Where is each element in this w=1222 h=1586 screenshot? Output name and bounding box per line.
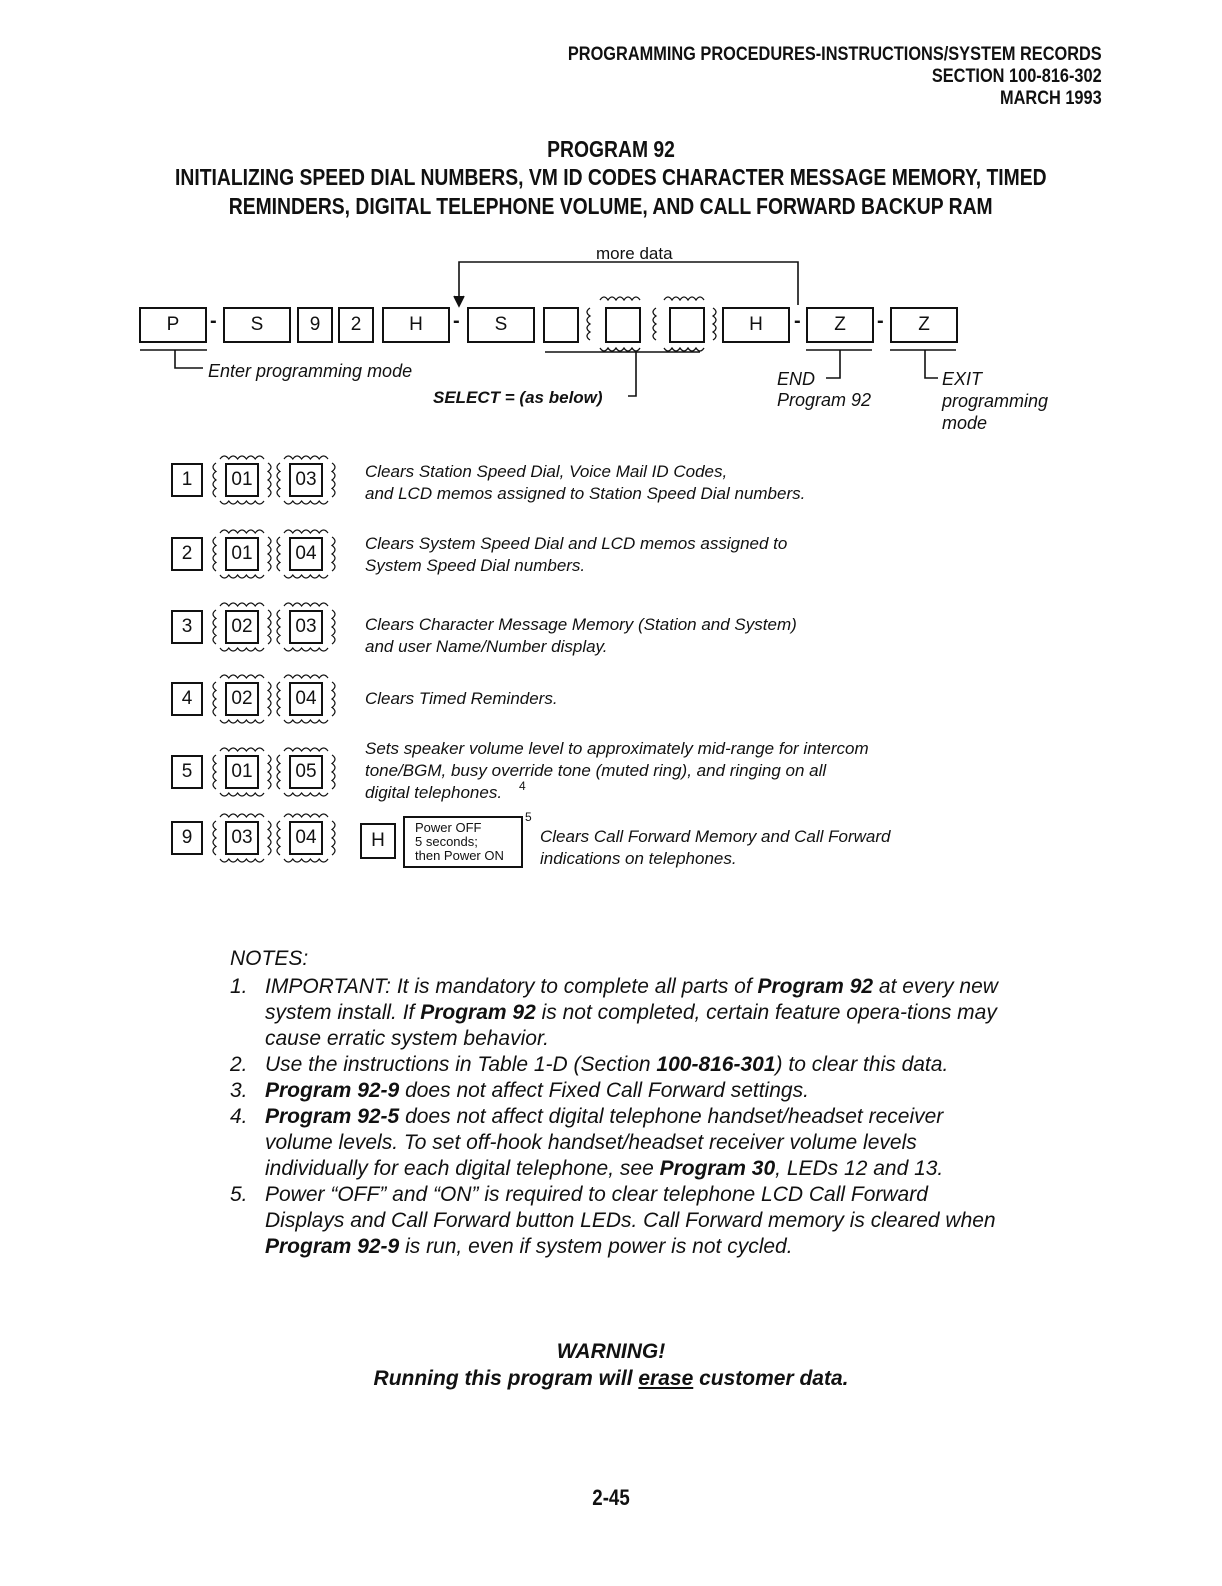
header-section: SECTION 100-816-302 bbox=[932, 66, 1102, 87]
program-subtitle-1: INITIALIZING SPEED DIAL NUMBERS, VM ID CODES CHARACTER MESSAGE MEMORY, TIMED bbox=[175, 164, 1047, 190]
end-program-label: Program 92 bbox=[777, 390, 872, 410]
notes-heading: NOTES: bbox=[230, 947, 309, 970]
row-5-description: tone/BGM, busy override tone (muted ring), and ringing on all bbox=[365, 761, 827, 780]
enter-programming-label: Enter programming mode bbox=[208, 361, 413, 381]
data-value-b: 05 bbox=[289, 755, 323, 789]
key-h: H bbox=[382, 307, 450, 343]
dash: - bbox=[794, 310, 801, 332]
data-box-2 bbox=[669, 307, 705, 343]
dash: - bbox=[453, 310, 460, 332]
row-3-description: Clears Character Message Memory (Station and System) bbox=[365, 615, 797, 634]
exit-label-3: mode bbox=[942, 413, 988, 433]
warning-title: WARNING! bbox=[556, 1340, 666, 1363]
data-value-a: 01 bbox=[225, 463, 259, 497]
key-z-end: Z bbox=[806, 307, 874, 343]
select-label: SELECT = (as below) bbox=[433, 388, 603, 407]
select-number-key: 2 bbox=[171, 537, 203, 571]
data-value-a: 02 bbox=[225, 610, 259, 644]
select-box bbox=[543, 307, 579, 343]
note-5: 5. Power “OFF” and “ON” is required to clear telephone LCD Call Forward Displays and Call Forward button LEDs. Call Forward memory is cleared when Program 92-9 is run, even if system power is not cycled. bbox=[230, 1183, 996, 1258]
select-number-key: 4 bbox=[171, 682, 203, 716]
key-h-row9: H bbox=[360, 823, 396, 859]
select-number-key: 5 bbox=[171, 755, 203, 789]
row9-desc-2: indications on telephones. bbox=[540, 849, 737, 868]
power-seconds-text: 5 seconds; bbox=[415, 834, 478, 849]
exit-label-2: programming bbox=[942, 391, 1049, 411]
data-value-b: 04 bbox=[289, 821, 323, 855]
end-label: END bbox=[777, 369, 816, 389]
data-value-b: 04 bbox=[289, 682, 323, 716]
data-value-a: 01 bbox=[225, 537, 259, 571]
row-2-description: Clears System Speed Dial and LCD memos assigned to bbox=[365, 534, 788, 553]
notes bbox=[230, 946, 1010, 1260]
key-9: 9 bbox=[297, 307, 333, 343]
row-4-description: Clears Timed Reminders. bbox=[365, 689, 558, 708]
key-s-select: S bbox=[467, 307, 535, 343]
footnote-ref-4: 4 bbox=[519, 779, 526, 793]
program-title: PROGRAM 92 bbox=[547, 136, 675, 162]
header-line-1: PROGRAMMING PROCEDURES-INSTRUCTIONS/SYSTEM RECORDS bbox=[568, 44, 1102, 65]
dash: - bbox=[210, 310, 217, 332]
row-1-description: and LCD memos assigned to Station Speed Dial numbers. bbox=[365, 484, 806, 503]
data-value-a: 01 bbox=[225, 755, 259, 789]
page-number: 2-45 bbox=[592, 1485, 630, 1510]
program-subtitle-2: REMINDERS, DIGITAL TELEPHONE VOLUME, AND CALL FORWARD BACKUP RAM bbox=[229, 193, 993, 219]
erase-word: erase bbox=[638, 1367, 694, 1390]
footnote-ref-5: 5 bbox=[525, 810, 532, 824]
dash: - bbox=[877, 310, 884, 332]
data-box-1 bbox=[605, 307, 641, 343]
more-data-label: more data bbox=[596, 244, 673, 263]
row-5-description: digital telephones. bbox=[365, 783, 503, 802]
power-cycle-box bbox=[403, 816, 523, 868]
data-value-a: 03 bbox=[225, 821, 259, 855]
row-3-description: and user Name/Number display. bbox=[365, 637, 608, 656]
warning-text: Running this program will erase customer data. bbox=[373, 1367, 849, 1390]
select-number-key: 1 bbox=[171, 463, 203, 497]
note-1: 1. IMPORTANT: It is mandatory to complete all parts of Program 92 at every new system install. If Program 92 is not completed, certain feature opera-tions may cause erratic system behavior. bbox=[230, 975, 998, 1050]
row-2-description: System Speed Dial numbers. bbox=[365, 556, 586, 575]
note-4: 4. Program 92-5 does not affect digital telephone handset/headset receiver volume levels. To set off-hook handset/headset receiver volume levels individually for each digital telephone, see Program 30, LEDs 12 and 13. bbox=[230, 1105, 944, 1180]
key-z-exit: Z bbox=[890, 307, 958, 343]
data-value-b: 04 bbox=[289, 537, 323, 571]
note-3: 3. Program 92-9 does not affect Fixed Call Forward settings. bbox=[230, 1079, 809, 1102]
select-number-key: 3 bbox=[171, 610, 203, 644]
key-s: S bbox=[223, 307, 291, 343]
key-h-end: H bbox=[722, 307, 790, 343]
note-2: 2. Use the instructions in Table 1-D (Section 100-816-301) to clear this data. bbox=[230, 1053, 949, 1076]
row9-desc-1: Clears Call Forward Memory and Call Forward bbox=[540, 827, 891, 846]
key-2: 2 bbox=[338, 307, 374, 343]
select-number-key: 9 bbox=[171, 821, 203, 855]
row-5-description: Sets speaker volume level to approximately mid-range for intercom bbox=[365, 739, 869, 758]
key-p: P bbox=[139, 307, 207, 343]
header-date: MARCH 1993 bbox=[1000, 88, 1102, 109]
data-value-b: 03 bbox=[289, 610, 323, 644]
data-value-b: 03 bbox=[289, 463, 323, 497]
power-off-text: Power OFF bbox=[415, 820, 482, 835]
data-value-a: 02 bbox=[225, 682, 259, 716]
row-1-description: Clears Station Speed Dial, Voice Mail ID Codes, bbox=[365, 462, 728, 481]
exit-label: EXIT bbox=[942, 369, 983, 389]
power-on-text: then Power ON bbox=[415, 848, 504, 863]
